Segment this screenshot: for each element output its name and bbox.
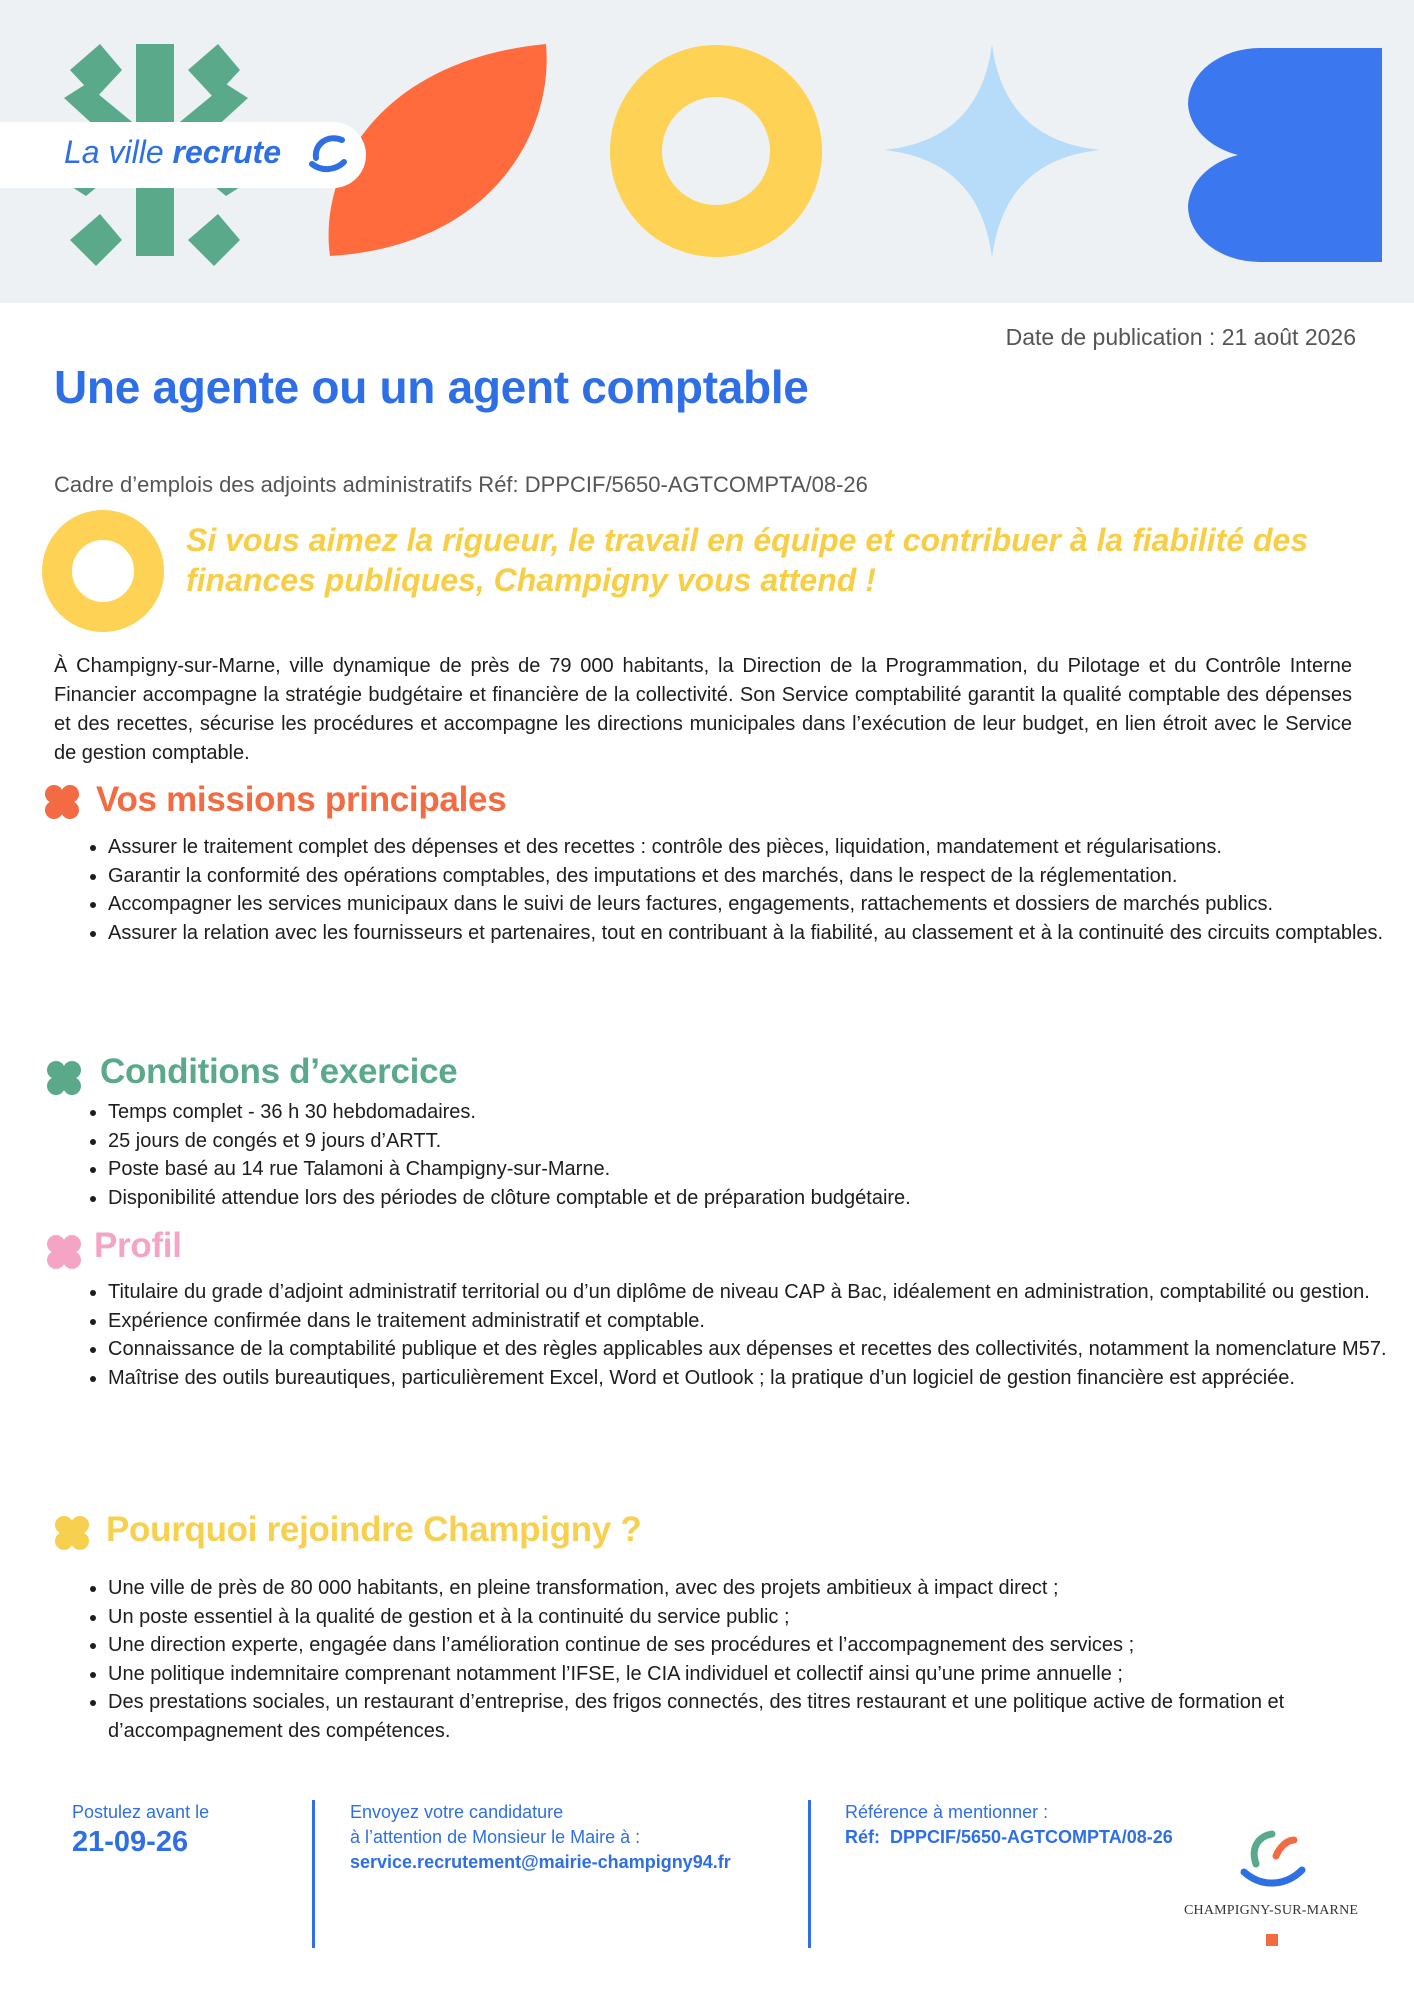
city-logo-text: CHAMPIGNY-SUR-MARNE — [1184, 1903, 1359, 1918]
orange-flower-icon — [44, 784, 80, 820]
list-item: • Accompagner les services municipaux dans le suivi de leurs factures, engagements, rattachements et dossiers de marchés publics. — [108, 890, 1398, 919]
pourquoi-list — [84, 1574, 1398, 1745]
yellow-ring-icon — [40, 508, 166, 634]
blue-b-shape — [1188, 48, 1382, 262]
footer-divider — [312, 1800, 315, 1948]
yellow-flower-icon — [54, 1515, 90, 1551]
city-mini-logo-icon — [306, 132, 350, 176]
green-flower-icon — [46, 1060, 82, 1096]
orange-square-mark — [1266, 1934, 1278, 1946]
intro-paragraph: À Champigny-sur-Marne, ville dynamique de près de 79 000 habitants, la Direction de la Programmation, du Pilotage et du Contrôle Interne Financier accompagne la stratégie budgétaire et financière de la collectivité. Son Service comptabilité garantit la qualité comptable des dépenses et des recettes, sécurise les procédures et accompagne les directions municipales dans l’exécution de leur budget, en lien étroit avec le Service de gestion comptable. — [54, 655, 1352, 764]
email-link[interactable]: service.recrutement@mairie-champigny94.fr — [350, 1852, 731, 1872]
list-item: • Maîtrise des outils bureautiques, particulièrement Excel, Word et Outlook ; la pratique d’un logiciel de gestion financière est appréciée. — [108, 1364, 1398, 1393]
list-item: • Assurer le traitement complet des dépenses et des recettes : contrôle des pièces, liquidation, mandatement et régularisations. — [108, 833, 1398, 862]
list-item: • Temps complet - 36 h 30 hebdomadaires. — [108, 1098, 1398, 1127]
profil-title: Profil — [94, 1226, 182, 1265]
list-item: • Expérience confirmée dans le traitement administratif et comptable. — [108, 1307, 1398, 1336]
conditions-list — [84, 1098, 1398, 1212]
list-item: • Des prestations sociales, un restaurant d’entreprise, des frigos connectés, des titres restaurant et une politique active de formation et d’accompagnement des compétences. — [108, 1688, 1398, 1745]
yellow-ring-shape — [636, 71, 796, 231]
reference-value: Réf: DPPCIF/5650-AGTCOMPTA/08-26 — [845, 1827, 1173, 1847]
recruiting-label: La ville recrute — [64, 134, 281, 170]
list-item: • Poste basé au 14 rue Talamoni à Champigny-sur-Marne. — [108, 1155, 1398, 1184]
list-item: • Connaissance de la comptabilité publique et des règles applicables aux dépenses et recettes des collectivités, notamment la nomenclature M57. — [108, 1335, 1398, 1364]
reference-label: Référence à mentionner : — [845, 1802, 1049, 1822]
job-framework-reference: Cadre d’emplois des adjoints administratifs Réf: DPPCIF/5650-AGTCOMPTA/08-26 — [54, 472, 868, 497]
send-line-2: à l’attention de Monsieur le Maire à : — [350, 1827, 641, 1847]
pink-flower-icon — [46, 1234, 82, 1270]
list-item: • Titulaire du grade d’adjoint administratif territorial ou d’un diplôme de niveau CAP à Bac, idéalement en administration, comptabilité ou gestion. — [108, 1278, 1398, 1307]
deadline-label: Postulez avant le — [72, 1802, 210, 1822]
list-item: • Disponibilité attendue lors des périodes de clôture comptable et de préparation budgétaire. — [108, 1184, 1398, 1213]
lightblue-star-shape — [884, 44, 1100, 258]
list-item: • Une politique indemnitaire comprenant notamment l’IFSE, le CIA individuel et collectif ainsi qu’une prime annuelle ; — [108, 1660, 1398, 1689]
send-line-1: Envoyez votre candidature — [350, 1802, 564, 1822]
conditions-title: Conditions d’exercice — [100, 1052, 458, 1091]
list-item: • Assurer la relation avec les fournisseurs et partenaires, tout en contribuant à la fiabilité, au classement et à la continuité des circuits comptables. — [108, 919, 1398, 948]
list-item: • Une ville de près de 80 000 habitants, en pleine transformation, avec des projets ambitieux à impact direct ; — [108, 1574, 1398, 1603]
publication-date: Date de publication : 21 août 2026 — [1005, 324, 1356, 350]
missions-title: Vos missions principales — [96, 780, 507, 819]
tagline: Si vous aimez la rigueur, le travail en équipe et contribuer à la fiabilité des finances publiques, Champigny vous attend ! — [186, 522, 1309, 598]
city-logo-icon — [1236, 1826, 1308, 1892]
list-item: • Garantir la conformité des opérations comptables, des imputations et des marchés, dans le respect de la réglementation. — [108, 862, 1398, 891]
list-item: • 25 jours de congés et 9 jours d’ARTT. — [108, 1127, 1398, 1156]
page-title: Une agente ou un agent comptable — [54, 361, 809, 413]
list-item: • Un poste essentiel à la qualité de gestion et à la continuité du service public ; — [108, 1603, 1398, 1632]
deadline-date: 21-09-26 — [72, 1826, 189, 1858]
missions-list — [84, 833, 1398, 947]
footer-divider — [808, 1800, 811, 1948]
profil-list — [84, 1278, 1398, 1392]
list-item: • Une direction experte, engagée dans l’amélioration continue de ses procédures et l’accompagnement des services ; — [108, 1631, 1398, 1660]
pourquoi-title: Pourquoi rejoindre Champigny ? — [106, 1510, 642, 1549]
